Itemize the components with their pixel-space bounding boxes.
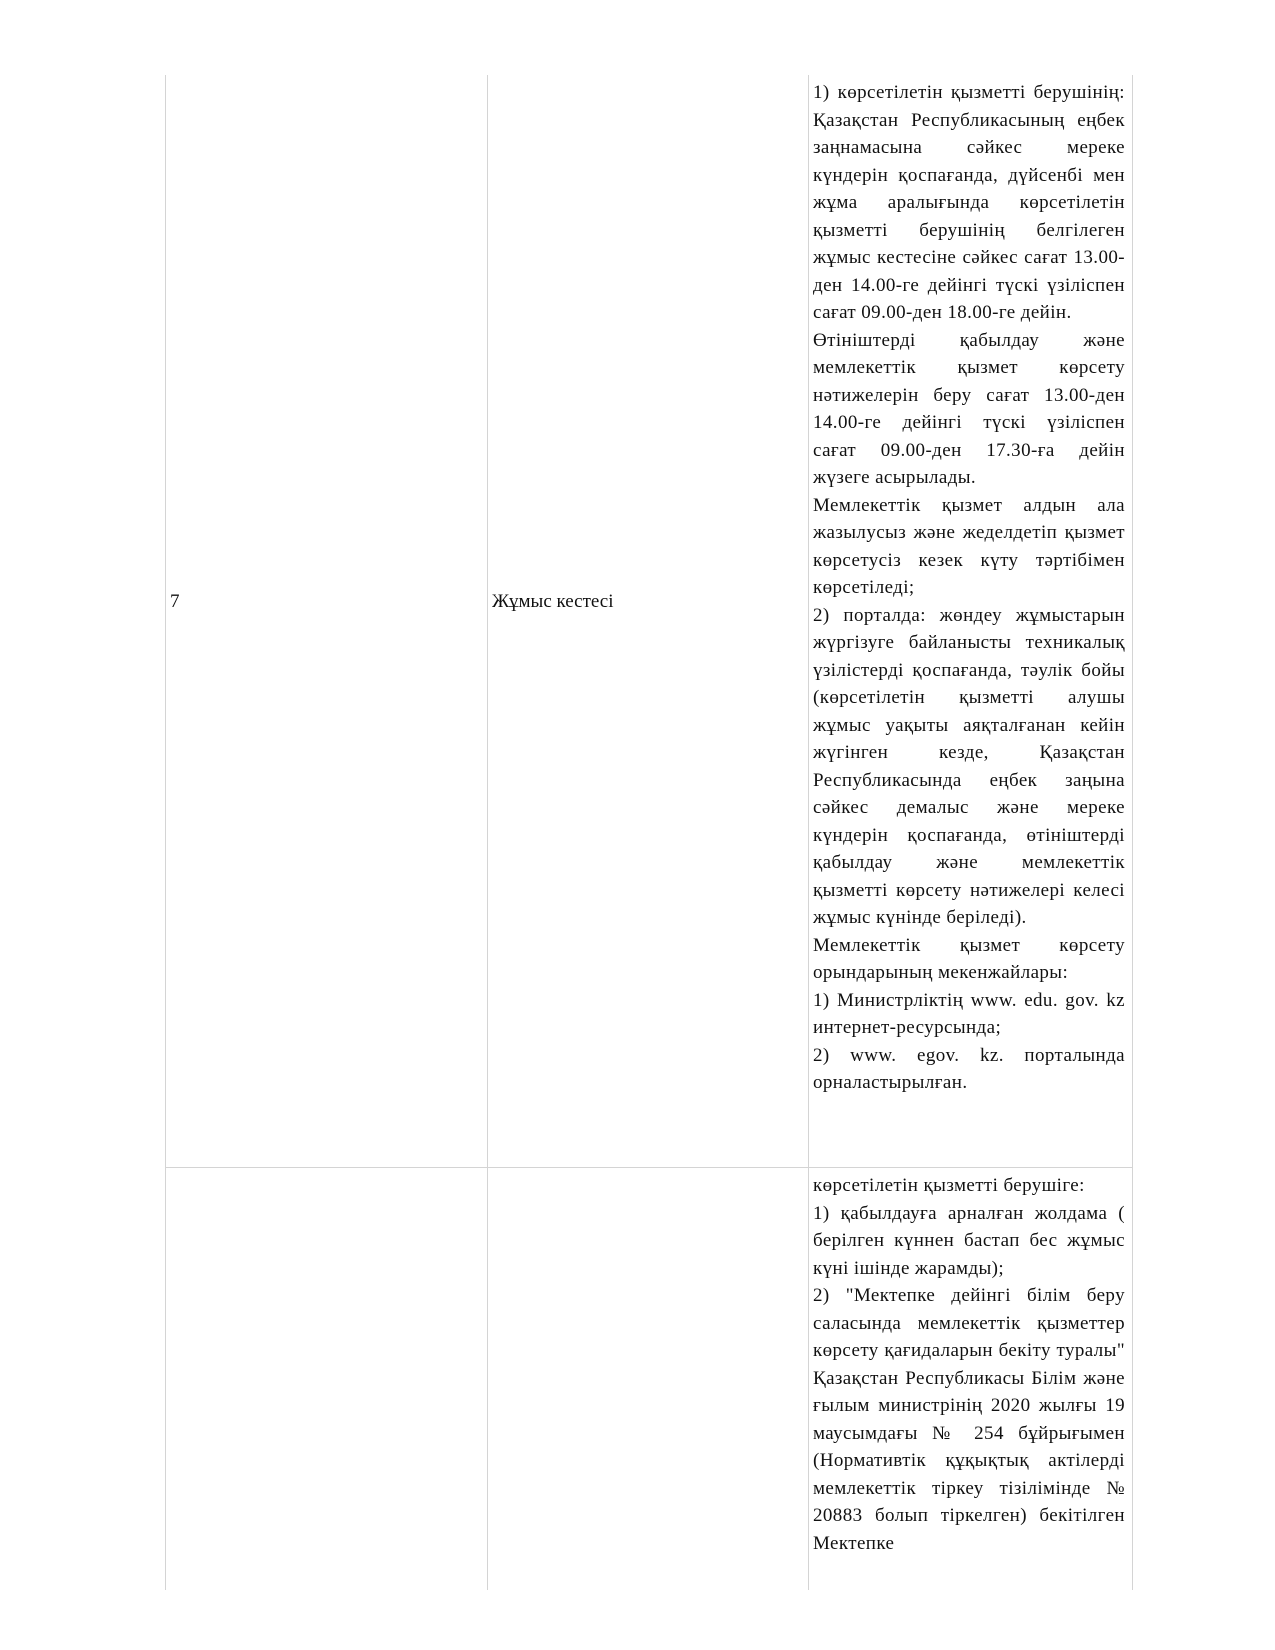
table-row-divider: [165, 1167, 1133, 1168]
table-border-right: [1132, 75, 1133, 1590]
paragraph: 1) қабылдауға арналған жолдама ( берілген күннен бастап бес жұмыс күні ішінде жарамды);: [813, 1202, 1125, 1279]
row-label: Жұмыс кестесі: [492, 591, 614, 612]
table-border-left: [165, 75, 166, 1590]
paragraph: 2) www. egov. kz. порталында орналастырылған.: [813, 1044, 1125, 1093]
paragraph: Мемлекеттік қызмет алдын ала жазылусыз және жеделдетіп қызмет көрсетусіз кезек күту тәртібімен көрсетіледі;: [813, 494, 1125, 598]
row-description: [813, 79, 1125, 1097]
paragraph: 2) порталда: жөндеу жұмыстарын жүргізуге байланысты техникалық үзілістерді қоспағанда, тәулік бойы (көрсетілетін қызметті алушы жұмыс уақыты аяқталғанан кейін жүгінген кезде, Қазақстан Республикасында еңбек заңына сәйкес демалыс және мереке күндерін қоспағанда, өтініштерді қабылдау және мемлекеттік қызметті көрсету нәтижелері келесі жұмыс күнінде беріледі).: [813, 604, 1125, 928]
row-description: [813, 1172, 1125, 1557]
paragraph: 1) Министрліктің www. edu. gov. kz интернет-ресурсында;: [813, 989, 1125, 1038]
paragraph: 2) "Мектепке дейінгі білім беру саласында мемлекеттік қызметтер көрсету қағидаларын бекіту туралы" Қазақстан Республикасы Білім және ғылым министрінің 2020 жылғы 19 маусымдағы № 254 бұйрығымен (Нормативтік құқықтық актілерді мемлекеттік тіркеу тізілімінде № 20883 болып тіркелген) бекітілген Мектепке: [813, 1285, 1125, 1554]
table-border-col3: [808, 75, 809, 1590]
paragraph: 1) көрсетілетін қызметті берушінің: Қазақстан Республикасының еңбек заңнамасына сәйкес мереке күндерін қоспағанда, дүйсенбі мен жұма аралығында көрсетілетін қызметті берушінің белгілеген жұмыс кестесіне сәйкес сағат 13.00-ден 14.00-ге дейінгі түскі үзіліспен сағат 09.00-ден 18.00-ге дейін.: [813, 82, 1125, 323]
table-border-col2: [487, 75, 488, 1590]
paragraph: Мемлекеттік қызмет көрсету орындарының мекенжайлары:: [813, 934, 1125, 983]
row-number: 7: [170, 591, 180, 612]
paragraph: көрсетілетін қызметті берушіге:: [813, 1175, 1085, 1196]
paragraph: Өтініштерді қабылдау және мемлекеттік қызмет көрсету нәтижелерін беру сағат 13.00-ден 14.00-ге дейінгі түскі үзіліспен сағат 09.00-ден 17.30-ға дейін жүзеге асырылады.: [813, 329, 1125, 488]
